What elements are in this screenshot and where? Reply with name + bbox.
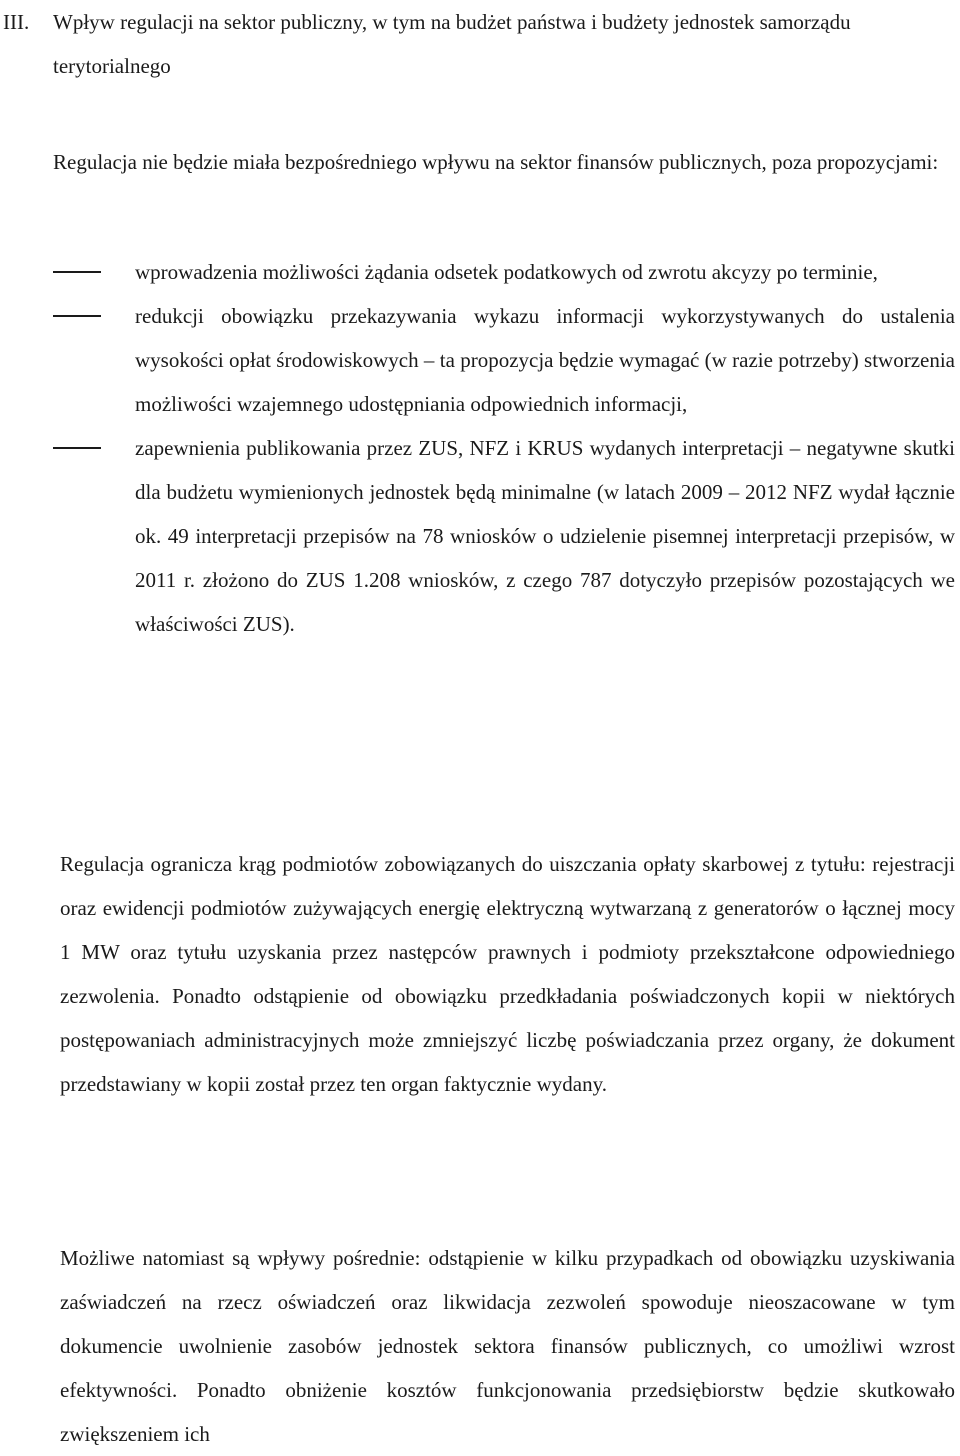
dash-bullet-icon <box>53 315 101 317</box>
section-number: III. <box>3 10 30 34</box>
list-item-text: wprowadzenia możliwości żądania odsetek podatkowych od zwrotu akcyzy po terminie, <box>135 260 878 284</box>
list-item <box>53 294 955 426</box>
bullet-list <box>53 250 955 646</box>
body-paragraph: Możliwe natomiast są wpływy pośrednie: odstąpienie w kilku przypadkach od obowiązku uzyskiwania zaświadczeń na rzecz oświadczeń oraz likwidacja zezwoleń spowoduje nieoszacowane w tym dokumencie uwolnienie zasobów jednostek sektora finansów publicznych, co umożliwi wzrost efektywności. Ponadto obniżenie kosztów funkcjonowania przedsiębiorstw będzie skutkowało zwiększeniem ich <box>60 1246 955 1446</box>
intro-paragraph: Regulacja nie będzie miała bezpośredniego wpływu na sektor finansów publicznych, poza propozycjami: <box>53 150 939 174</box>
section-title: Wpływ regulacji na sektor publiczny, w tym na budżet państwa i budżety jednostek samorządu terytorialnego <box>53 10 851 78</box>
list-item <box>53 250 955 294</box>
list-item-text: redukcji obowiązku przekazywania wykazu informacji wykorzystywanych do ustalenia wysokości opłat środowiskowych – ta propozycja będzie wymagać (w razie potrzeby) stworzenia możliwości wzajemnego udostępniania odpowiednich informacji, <box>135 304 955 416</box>
dash-bullet-icon <box>53 271 101 273</box>
list-item <box>53 426 955 646</box>
dash-bullet-icon <box>53 447 101 449</box>
body-paragraph: Regulacja ogranicza krąg podmiotów zobowiązanych do uiszczania opłaty skarbowej z tytułu: rejestracji oraz ewidencji podmiotów zużywających energię elektryczną wytwarzaną z generatorów o łącznej mocy 1 MW oraz tytułu uzyskania przez następców prawnych i podmioty przekształcone odpowiedniego zezwolenia. Ponadto odstąpienie od obowiązku przedkładania poświadczonych kopii w niektórych postępowaniach administracyjnych może zmniejszyć liczbę poświadczania przez organy, że dokument przedstawiany w kopii został przez ten organ faktycznie wydany. <box>60 852 955 1096</box>
section-heading <box>0 0 950 88</box>
list-item-text: zapewnienia publikowania przez ZUS, NFZ i KRUS wydanych interpretacji – negatywne skutki dla budżetu wymienionych jednostek będą minimalne (w latach 2009 – 2012 NFZ wydał łącznie ok. 49 interpretacji przepisów na 78 wniosków o udzielenie pisemnej interpretacji przepisów, w 2011 r. złożono do ZUS 1.208 wniosków, z czego 787 dotyczyło przepisów pozostających we właściwości ZUS). <box>135 436 955 636</box>
